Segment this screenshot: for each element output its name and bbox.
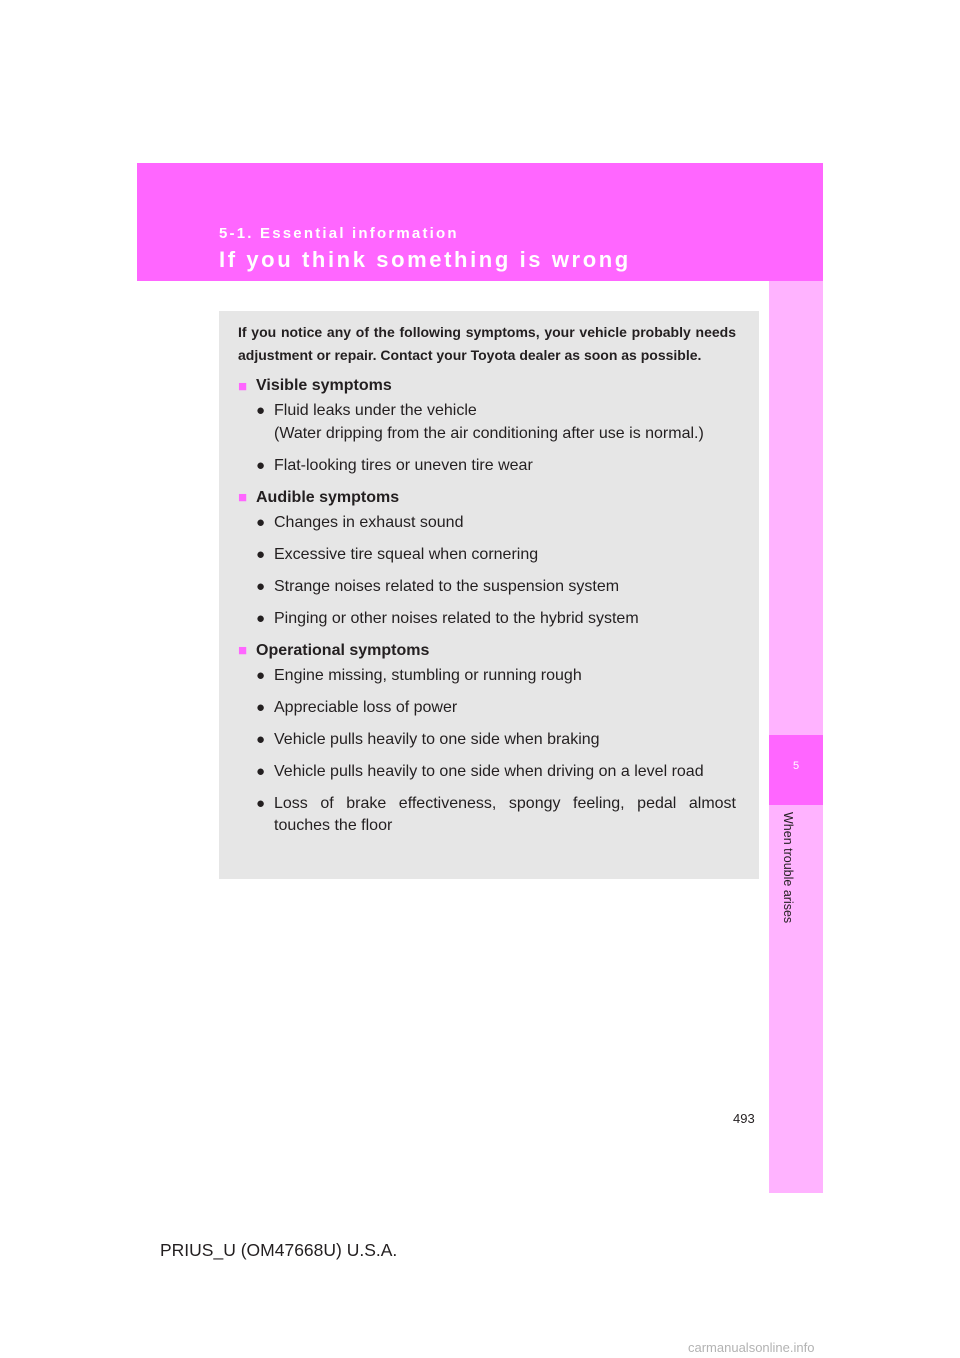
- list-item-text: Excessive tire squeal when cornering: [274, 545, 539, 563]
- list-item-text: Flat-looking tires or uneven tire wear: [274, 456, 533, 474]
- list-item: [238, 793, 736, 838]
- circle-bullet-icon: ●: [256, 609, 266, 627]
- list-item: [238, 729, 736, 752]
- circle-bullet-icon: ●: [256, 513, 266, 531]
- list-item: [238, 608, 736, 631]
- list-item: [238, 761, 736, 784]
- intro-text: If you notice any of the following symptoms, your vehicle probably needs adjustment or repair. Contact your Toyota dealer as soon as possible.: [238, 324, 736, 363]
- group-heading: [238, 640, 736, 662]
- list-item-text: Engine missing, stumbling or running rough: [274, 666, 582, 684]
- chapter-number: 5: [792, 760, 800, 772]
- circle-bullet-icon: ●: [256, 762, 266, 780]
- list-item: [238, 576, 736, 599]
- list-item-text: Changes in exhaust sound: [274, 513, 464, 531]
- list-item: [238, 665, 736, 688]
- group-heading: [238, 487, 736, 509]
- circle-bullet-icon: ●: [256, 698, 266, 716]
- list-item-text: Loss of brake effectiveness, spongy feeling, pedal almost touches the floor: [274, 794, 736, 834]
- square-bullet-icon: ■: [238, 489, 248, 506]
- list-item: [238, 544, 736, 567]
- circle-bullet-icon: ●: [256, 456, 266, 474]
- list-item-text: Vehicle pulls heavily to one side when braking: [274, 730, 600, 748]
- group-heading-label: Visible symptoms: [256, 377, 392, 394]
- group-heading-label: Audible symptoms: [256, 488, 400, 506]
- watermark[interactable]: carmanualsonline.info: [688, 1340, 815, 1355]
- circle-bullet-icon: ●: [256, 577, 266, 595]
- circle-bullet-icon: ●: [256, 402, 266, 419]
- list-item: [238, 455, 736, 478]
- document-code: PRIUS_U (OM47668U) U.S.A.: [160, 1240, 398, 1260]
- circle-bullet-icon: ●: [256, 545, 266, 563]
- chapter-label: When trouble arises: [781, 812, 795, 924]
- list-item: [238, 512, 736, 535]
- list-item-text: Strange noises related to the suspension system: [274, 577, 620, 595]
- circle-bullet-icon: ●: [256, 794, 266, 812]
- section-label: 5-1. Essential information: [219, 225, 459, 242]
- circle-bullet-icon: ●: [256, 730, 266, 748]
- list-item-text: Fluid leaks under the vehicle: [274, 402, 477, 419]
- circle-bullet-icon: ●: [256, 666, 266, 684]
- list-item-text: Appreciable loss of power: [274, 698, 458, 716]
- group-heading-label: Operational symptoms: [256, 641, 430, 659]
- symptoms-box: [219, 311, 759, 879]
- square-bullet-icon: ■: [238, 642, 248, 659]
- list-item-text: Vehicle pulls heavily to one side when driving on a level road: [274, 762, 704, 780]
- page-number: 493: [733, 1111, 755, 1126]
- list-item: [238, 697, 736, 720]
- group-heading: [238, 375, 736, 397]
- page-title: If you think something is wrong: [219, 247, 631, 272]
- list-item-note: (Water dripping from the air conditioning after use is normal.): [274, 424, 704, 442]
- square-bullet-icon: ■: [238, 377, 248, 395]
- list-item: [238, 400, 736, 445]
- list-item-text: Pinging or other noises related to the hybrid system: [274, 609, 639, 627]
